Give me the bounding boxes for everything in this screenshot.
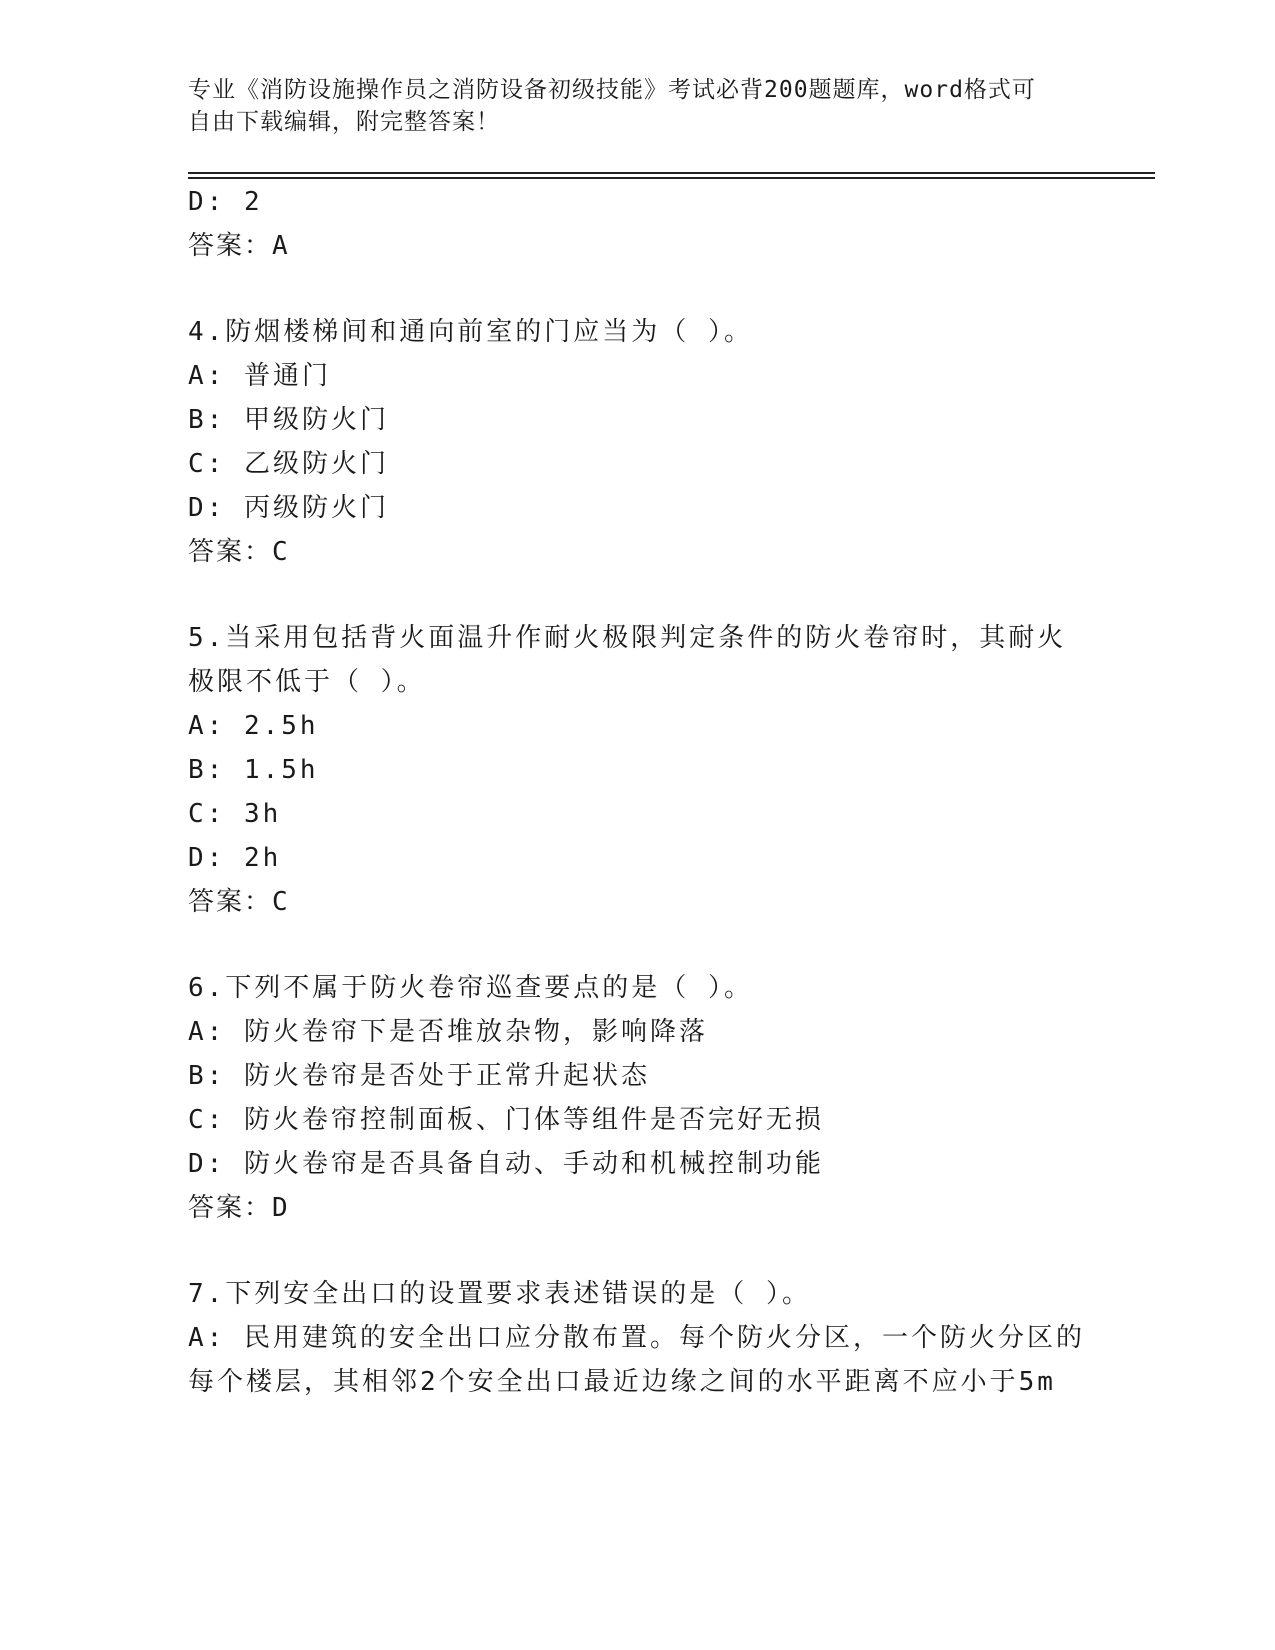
q5-option-b: B: 1.5h (188, 755, 319, 785)
q6-option-a: A: 防火卷帘下是否堆放杂物，影响降落 (188, 1017, 708, 1047)
q6-answer: 答案：D (188, 1193, 290, 1223)
document-header (188, 74, 1068, 138)
q5-option-c: C: 3h (188, 799, 282, 829)
header-title-line-2: 自由下载编辑，附完整答案！ (188, 109, 500, 135)
q5-stem-line-2: 极限不低于（ ）。 (188, 667, 426, 697)
q3-option-d: D: 2 (188, 187, 263, 217)
q5-option-a: A: 2.5h (188, 711, 319, 741)
q4-option-d: D: 丙级防火门 (188, 493, 389, 523)
q6-option-b: B: 防火卷帘是否处于正常升起状态 (188, 1061, 650, 1091)
q5-stem-line-1: 5.当采用包括背火面温升作耐火极限判定条件的防火卷帘时，其耐火 (188, 623, 1067, 653)
q6-option-c: C: 防火卷帘控制面板、门体等组件是否完好无损 (188, 1105, 824, 1135)
q4-stem: 4.防烟楼梯间和通向前室的门应当为（ ）。 (188, 317, 753, 347)
header-title-line-1: 专业《消防设施操作员之消防设备初级技能》考试必背200题题库，word格式可 (188, 77, 1036, 103)
q4-option-c: C: 乙级防火门 (188, 449, 389, 479)
q5-option-d: D: 2h (188, 843, 282, 873)
q4-answer: 答案：C (188, 537, 290, 567)
q7-option-a-line-1: A: 民用建筑的安全出口应分散布置。每个防火分区，一个防火分区的 (188, 1323, 1085, 1353)
q7-option-a-line-2: 每个楼层，其相邻2个安全出口最近边缘之间的水平距离不应小于5m (188, 1367, 1056, 1397)
q7-stem: 7.下列安全出口的设置要求表述错误的是（ ）。 (188, 1279, 811, 1309)
q3-answer: 答案：A (188, 231, 290, 261)
q4-option-b: B: 甲级防火门 (188, 405, 389, 435)
q6-option-d: D: 防火卷帘是否具备自动、手动和机械控制功能 (188, 1149, 824, 1179)
q6-stem: 6.下列不属于防火卷帘巡查要点的是（ ）。 (188, 973, 753, 1003)
header-divider-bottom (188, 177, 1155, 179)
header-divider-top (188, 172, 1155, 174)
q5-answer: 答案：C (188, 887, 290, 917)
q4-option-a: A: 普通门 (188, 361, 331, 391)
